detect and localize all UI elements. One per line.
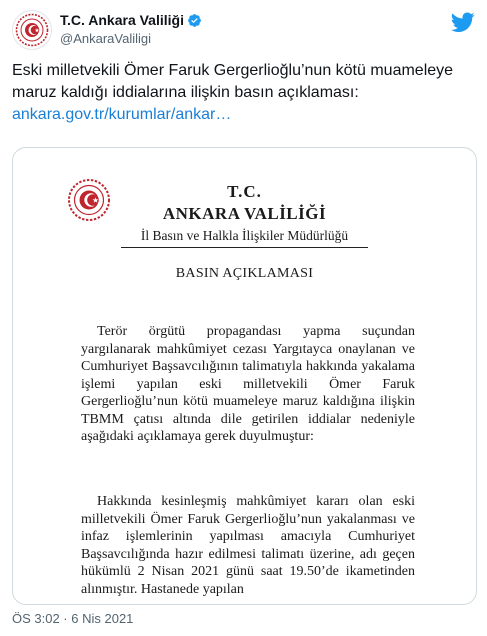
verified-badge-icon (187, 13, 202, 28)
tweet-media[interactable] (12, 147, 477, 605)
press-release-document (13, 148, 476, 604)
document-paragraph-2 (81, 493, 415, 598)
tweet-text (12, 60, 475, 126)
governorship-seal-icon (15, 13, 49, 47)
document-divider (121, 247, 368, 248)
display-name[interactable] (60, 12, 202, 28)
account-handle[interactable]: @AnkaraValiligi (60, 31, 151, 46)
document-line-tc: T.C. (227, 182, 262, 201)
document-paragraph-1 (81, 323, 415, 446)
display-name-text: T.C. Ankara Valiliği (60, 12, 184, 28)
document-heading: BASIN AÇIKLAMASI (175, 266, 314, 281)
paragraph-1-text: Terör örgütü propagandası yapma suçundan yargılanarak mahkûmiyet cezası Yargıtayca onaylanan ve Cumhuriyet Başsavcılığının talimatıyla hakkında yakalama işlemi yapılan eski milletvekili Ömer Faruk Gergerlioğlu’nun kötü muameleye maruz kaldığına ilişkin TBMM çatısı altında dile getirilen iddialar nedeniyle aşağıdaki açıklamaya gerek duyulmuştur: (81, 324, 415, 444)
paragraph-2-text: Hakkında kesinleşmiş mahkûmiyet kararı olan eski milletvekili Ömer Faruk Gergerlioğlu’nun yakalanması ve infaz işlemlerinin yapılması amacıyla Cumhuriyet Başsavcılığında hazır edilmesi talimatı üzerine, adı geçen hükümlü 2 Nisan 2021 günü saat 19.50’de ikametinden alınmıştır. Hastanede yapılan (81, 494, 415, 597)
tweet-timestamp[interactable]: ÖS 3:02 · 6 Nis 2021 (12, 611, 134, 626)
twitter-bird-icon[interactable] (451, 10, 475, 34)
document-line-institution: ANKARA VALİLİĞİ (162, 204, 327, 223)
avatar[interactable] (12, 10, 52, 50)
document-line-department: İl Basın ve Halkla İlişkiler Müdürlüğü (140, 228, 349, 243)
tweet-body: Eski milletvekili Ömer Faruk Gergerlioğlu’nun kötü muameleye maruz kaldığı iddialarına ilişkin basın açıklaması: (12, 62, 454, 101)
tweet-header (12, 10, 475, 50)
account-names (60, 12, 202, 46)
tweet-link[interactable]: ankara.gov.tr/kurumlar/ankar… (12, 106, 232, 123)
